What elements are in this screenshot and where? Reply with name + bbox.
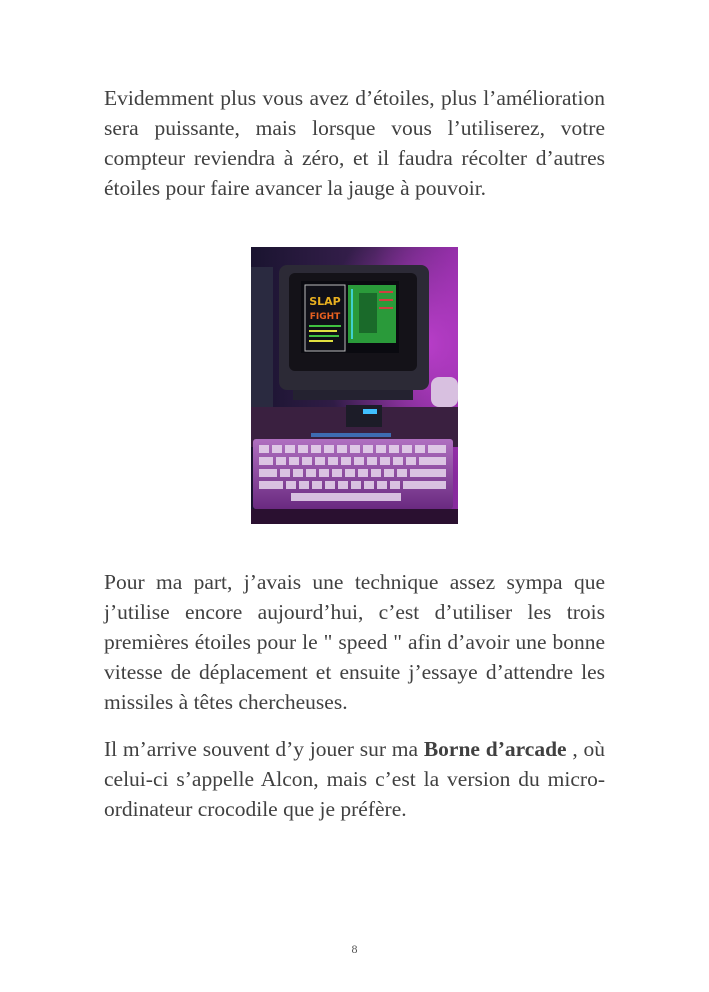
small-computer-box <box>346 405 382 427</box>
paragraph-arcade-text-start: Il m’arrive souvent d’y jouer sur ma <box>104 737 424 761</box>
paragraph-arcade <box>104 734 605 824</box>
borne-arcade-emphasis: Borne d’arcade <box>423 737 567 761</box>
page-number: 8 <box>351 942 358 956</box>
paragraph-arcade-text-end: , où celui-ci s’appelle Alcon, mais c’est la version du micro-ordinateur crocodile que je préfère. <box>104 737 606 821</box>
game-logo-line2: FIGHT <box>309 312 341 322</box>
paragraph-technique: Pour ma part, j’avais une technique assez sympa que j’utilise encore aujourd’hui, c’est d’utiliser les trois premières étoiles pour le " speed " afin d’avoir une bonne vitesse de déplacement et ensuite j’essaye d’attendre les missiles à têtes chercheuses. <box>104 570 605 714</box>
game-logo-line1: SLAP <box>309 295 341 308</box>
paragraph-intro: Evidemment plus vous avez d’étoiles, plus l’amélioration sera puissante, mais lorsque vous l’utiliserez, votre compteur reviendra à zéro, et il faudra récolter d’autres étoiles pour faire avancer la jauge à pouvoir. <box>104 86 605 200</box>
photo-computer-monitor <box>251 247 458 524</box>
